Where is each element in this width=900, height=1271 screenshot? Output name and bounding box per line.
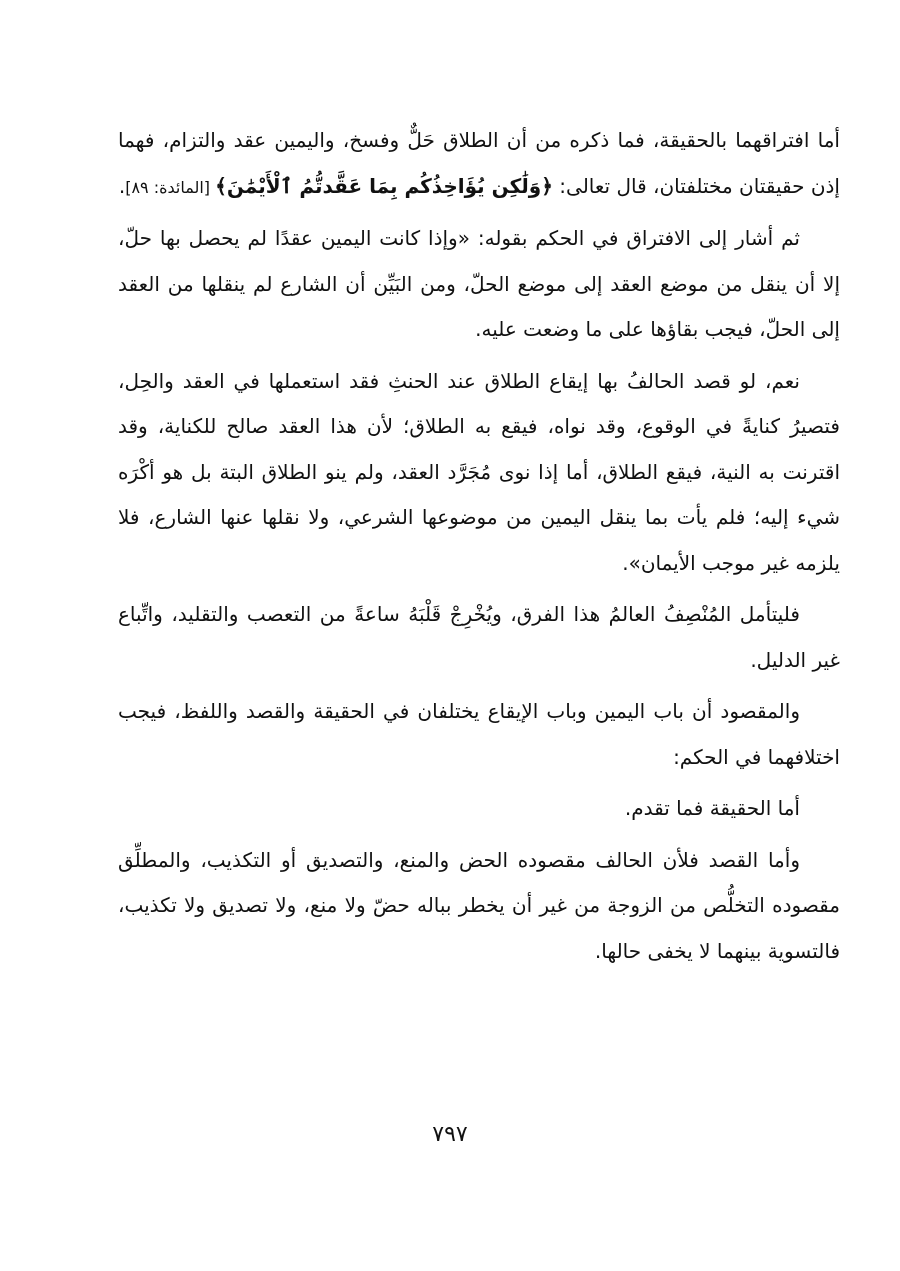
paragraph-5: والمقصود أن باب اليمين وباب الإيقاع يختلفان في الحقيقة والقصد واللفظ، فيجب اختلافهما في الحكم: xyxy=(118,699,840,769)
page-body xyxy=(118,118,840,980)
paragraph-4: فليتأمل المُنْصِفُ العالمُ هذا الفرق، ويُخْرِجْ قَلْبَهُ ساعةً من التعصب والتقليد، واتِّباع غير الدليل. xyxy=(118,602,840,672)
paragraph-1-text: أما افتراقهما بالحقيقة، فما ذكره من أن الطلاق حَلٌّ وفسخ، واليمين عقد والتزام، فهما إذن حقيقتان مختلفتان، قال تعالى: xyxy=(118,128,840,198)
paragraph-3: نعم، لو قصد الحالفُ بها إيقاع الطلاق عند الحنثِ فقد استعملها في العقد والحِل، فتصيرُ كنايةً في الوقوع، وقد نواه، فيقع به الطلاق؛ لأن هذا العقد صالح للكناية، وقد اقترنت به النية، فيقع الطلاق، أما إذا نوى مُجَرَّد العقد، ولم ينو الطلاق البتة بل هو أكْرَه شيء إليه؛ فلم يأت بما ينقل اليمين من موضوعها الشرعي، ولا نقلها عنها الشارع، فلا يلزمه غير موجب الأيمان». xyxy=(118,368,840,575)
quran-verse: ﴿وَلَٰكِن يُؤَاخِذُكُم بِمَا عَقَّدتُّمُ ٱلْأَيْمَٰنَ﴾ xyxy=(215,173,553,198)
paragraph-6: أما الحقيقة فما تقدم. xyxy=(624,796,800,820)
paragraph-1-end: . xyxy=(118,173,126,198)
paragraph-2: ثم أشار إلى الافتراق في الحكم بقوله: «وإذا كانت اليمين عقدًا لم يحصل بها حلّ، إلا أن ينقل من موضع العقد إلى موضع الحلّ، ومن البَيِّن أن الشارع لم ينقلها من العقد إلى الحلّ، فيجب بقاؤها على ما وضعت عليه. xyxy=(118,226,840,341)
page-number: ٧٩٧ xyxy=(432,1122,468,1147)
paragraph-1 xyxy=(118,118,840,210)
paragraph-7: وأما القصد فلأن الحالف مقصوده الحض والمنع، والتصديق أو التكذيب، والمطلِّق مقصوده التخلُّص من الزوجة من غير أن يخطر بباله حضّ ولا منع، ولا تصديق ولا تكذيب، فالتسوية بينهما لا يخفى حالها. xyxy=(118,847,840,963)
verse-reference: [المائدة: ٨٩] xyxy=(125,177,216,197)
